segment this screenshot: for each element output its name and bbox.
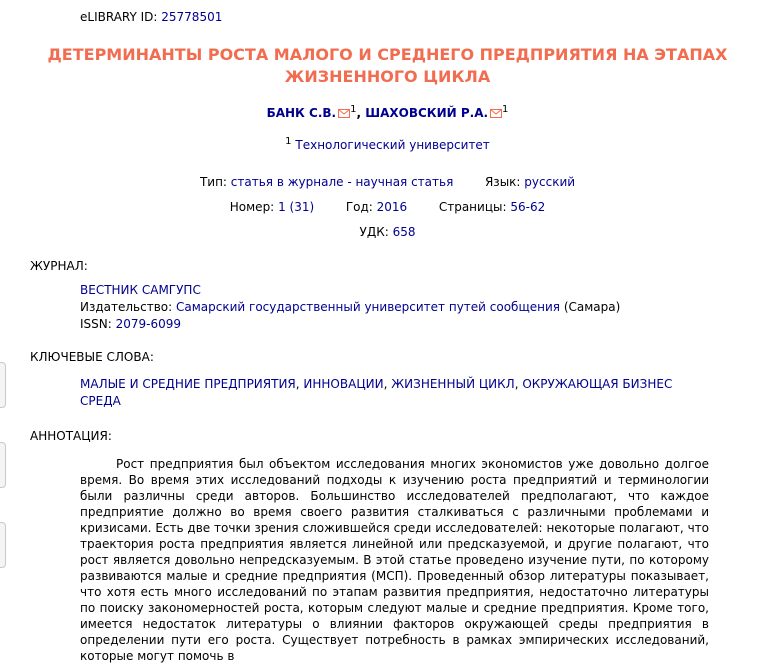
annotation-header: АННОТАЦИЯ: [30, 429, 112, 443]
journal-header: ЖУРНАЛ: [30, 259, 88, 273]
type-value[interactable]: статья в журнале - научная статья [230, 175, 454, 189]
pages-value[interactable]: 56-62 [510, 200, 546, 214]
meta-udk-row [0, 225, 775, 239]
side-tab-handle[interactable] [0, 442, 6, 488]
pages-label: Страницы: [438, 200, 507, 214]
publisher-city: (Самара) [563, 300, 621, 314]
keywords-list: МАЛЫЕ И СРЕДНИЕ ПРЕДПРИЯТИЯ, ИННОВАЦИИ, ЖИЗНЕННЫЙ ЦИКЛ, ОКРУЖАЮЩАЯ БИЗНЕС СРЕДА [80, 377, 673, 408]
elibrary-id-value[interactable]: 25778501 [161, 10, 223, 24]
elibrary-id-label: eLIBRARY ID: [80, 10, 158, 24]
keyword-link[interactable]: ИННОВАЦИИ [303, 377, 384, 391]
publisher-link[interactable]: Самарский государственный университет путей сообщения [176, 300, 561, 314]
author-link-bank[interactable]: БАНК С.В. [266, 106, 337, 120]
lang-value[interactable]: русский [524, 175, 576, 189]
meta-type-lang-row [0, 175, 775, 189]
journal-block [80, 282, 620, 333]
publisher-label: Издательство: [80, 300, 173, 314]
year-value[interactable]: 2016 [376, 200, 408, 214]
issn-label: ISSN: [80, 317, 112, 331]
author-affil-sup: 1 [350, 104, 357, 115]
meta-number-year-pages-row [0, 200, 775, 214]
lang-label: Язык: [484, 175, 521, 189]
side-tab-handle[interactable] [0, 362, 6, 408]
authors-row: БАНК С.В. $^1$, ШАХОВСКИЙ Р.А. $^1$ [266, 104, 509, 120]
mail-icon[interactable] [490, 109, 502, 118]
affiliation-sup: 1 [285, 136, 292, 147]
issn-value[interactable]: 2079-6099 [115, 317, 182, 331]
udk-value[interactable]: 658 [392, 225, 416, 239]
keyword-link[interactable]: МАЛЫЕ И СРЕДНИЕ ПРЕДПРИЯТИЯ [80, 377, 296, 391]
type-label: Тип: [199, 175, 227, 189]
affiliation-link[interactable]: Технологический университет [295, 138, 490, 152]
number-label: Номер: [229, 200, 275, 214]
keyword-link[interactable]: ОКРУЖАЮЩАЯ БИЗНЕС СРЕДА [80, 377, 673, 408]
author-link-shakhovsky[interactable]: ШАХОВСКИЙ Р.А. [365, 106, 489, 120]
mail-icon[interactable] [338, 109, 350, 118]
number-value[interactable]: 1 (31) [278, 200, 315, 214]
author-affil-sup: 1 [502, 104, 509, 115]
keyword-link[interactable]: ЖИЗНЕННЫЙ ЦИКЛ [391, 377, 515, 391]
year-label: Год: [345, 200, 373, 214]
elibrary-id-row [80, 10, 222, 24]
affiliation-row [0, 136, 775, 152]
keywords-header: КЛЮЧЕВЫЕ СЛОВА: [30, 350, 154, 364]
udk-label: УДК: [359, 225, 389, 239]
side-tab-handle[interactable] [0, 522, 6, 568]
journal-name-link[interactable]: ВЕСТНИК САМГУПС [80, 283, 201, 297]
article-title: ДЕТЕРМИНАНТЫ РОСТА МАЛОГО И СРЕДНЕГО ПРЕДПРИЯТИЯ НА ЭТАПАХ ЖИЗНЕННОГО ЦИКЛА [47, 45, 728, 86]
annotation-text: Рост предприятия был объектом исследования многих экономистов уже довольно долгое время. Во время этих исследований подходы к изучению роста предприятий и терминологии были различны среди авторов. Большинство исследователей предполагают, что каждое предприятие должно во время своего развития сталкиваться с различными проблемами и кризисами. Есть две точки зрения сложившейся среди исследователей: некоторые полагают, что траектория роста предприятия является линейной или предсказуемой, и другие полагают, что рост является довольно непредсказуемым. В этой статье проведено изучение пути, по которому развиваются малые и средние предприятия (МСП). Проведенный обзор литературы показывает, что хотя есть много исследований по этапам развития предприятия, недостаточно литературы по поиску закономерностей роста, которым следуют малые и средние предприятия. Кроме того, имеется недостаток литературы о влиянии факторов окружающей среды предприятия в определении пути его роста. Существует потребность в рамках эмпирических исследований, которые могут помочь в [80, 457, 709, 663]
